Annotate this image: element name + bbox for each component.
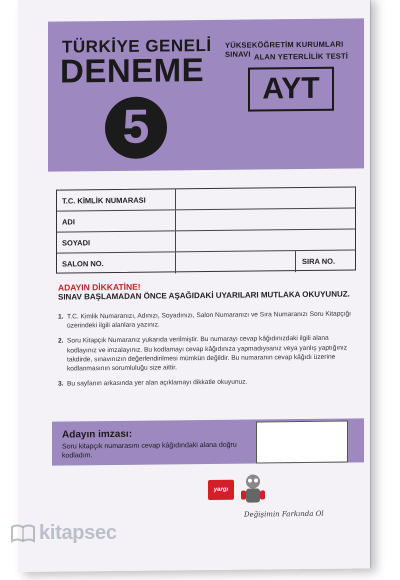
info-row-hall: [57, 250, 355, 274]
list-item-number: 1.: [58, 313, 64, 321]
signature-box: [256, 421, 348, 464]
title-line-2: DENEME: [60, 51, 205, 90]
info-label-seat: SIRA NO.: [302, 256, 336, 267]
list-item: [58, 377, 354, 389]
exam-name-line-1: YÜKSEKÖĞRETİM KURUMLARI SINAVI: [225, 39, 344, 59]
column-divider: [295, 251, 296, 272]
info-label-name: ADI: [62, 217, 75, 227]
column-divider: [175, 189, 176, 209]
list-item-text: Bu sayfanın arkasında yer alan açıklamayı dikkatle okuyunuz.: [67, 378, 248, 388]
title-line-1: TÜRKİYE GENELİ: [62, 35, 212, 57]
signature-block: [52, 418, 364, 465]
cover-header: [48, 18, 364, 171]
list-item-number: 2.: [58, 337, 64, 345]
watermark: [10, 518, 117, 548]
exam-number-badge: [105, 96, 167, 159]
info-label-surname: SOYADI: [62, 238, 91, 248]
list-item: [58, 334, 354, 374]
publisher-logo: [208, 480, 234, 500]
signature-title: Adayın imzası:: [62, 428, 133, 441]
exam-name-line-2: ALAN YETERLİLİK TESTİ: [254, 51, 349, 62]
info-label-id: T.C. KİMLİK NUMARASI: [62, 195, 146, 206]
open-book-icon: [10, 522, 36, 544]
column-divider: [175, 231, 176, 251]
exam-code-box: [248, 67, 334, 112]
warning-title: ADAYIN DİKKATİNE!: [58, 281, 141, 293]
candidate-info-table: [56, 186, 356, 273]
exam-number: 5: [122, 100, 150, 154]
publisher-logo-text: yargı: [213, 486, 229, 493]
column-divider: [175, 210, 176, 230]
signature-text: Soru kitapçık numarasını cevap kâğıdındaki alana doğru kodladım.: [62, 441, 237, 460]
info-label-hall: SALON NO.: [62, 259, 104, 269]
list-item-number: 3.: [58, 380, 64, 388]
list-item: [58, 309, 354, 331]
exam-code: AYT: [262, 71, 320, 106]
watermark-text: kitapsec: [39, 521, 117, 544]
exam-booklet: [18, 0, 370, 572]
warning-list: [58, 309, 354, 395]
publisher-slogan: Değişimin Farkında Ol: [244, 509, 324, 519]
list-item-text: T.C. Kimlik Numaranızı, Adınızı, Soyadınızı, Salon Numaranızı ve Sıra Numaranızı Soru Kitapçığı üzerindeki ilgili alanlara yazınız.: [67, 310, 352, 330]
list-item-text: Soru Kitapçık Numaranız yukarıda verilmiştir. Bu numarayı cevap kâğıdınızdaki ilgili alana kodlayınız ve imzalayınız. Bu kodlamayı cevap kâğıdınıza yapmadıysanız veya yanlış yaptığınız takdirde, sınavınızın değerlendirilmesi mümkün değildir. Bu numaranın cevap kâğıdı üzerine kodlanmasının sorumluluğu size aittir.: [67, 335, 348, 373]
column-divider: [175, 252, 176, 273]
warning-subtitle: SINAV BAŞLAMADAN ÖNCE AŞAĞIDAKİ UYARILARI MUTLAKA OKUYUNUZ.: [58, 289, 350, 302]
mascot-icon: [238, 471, 268, 507]
